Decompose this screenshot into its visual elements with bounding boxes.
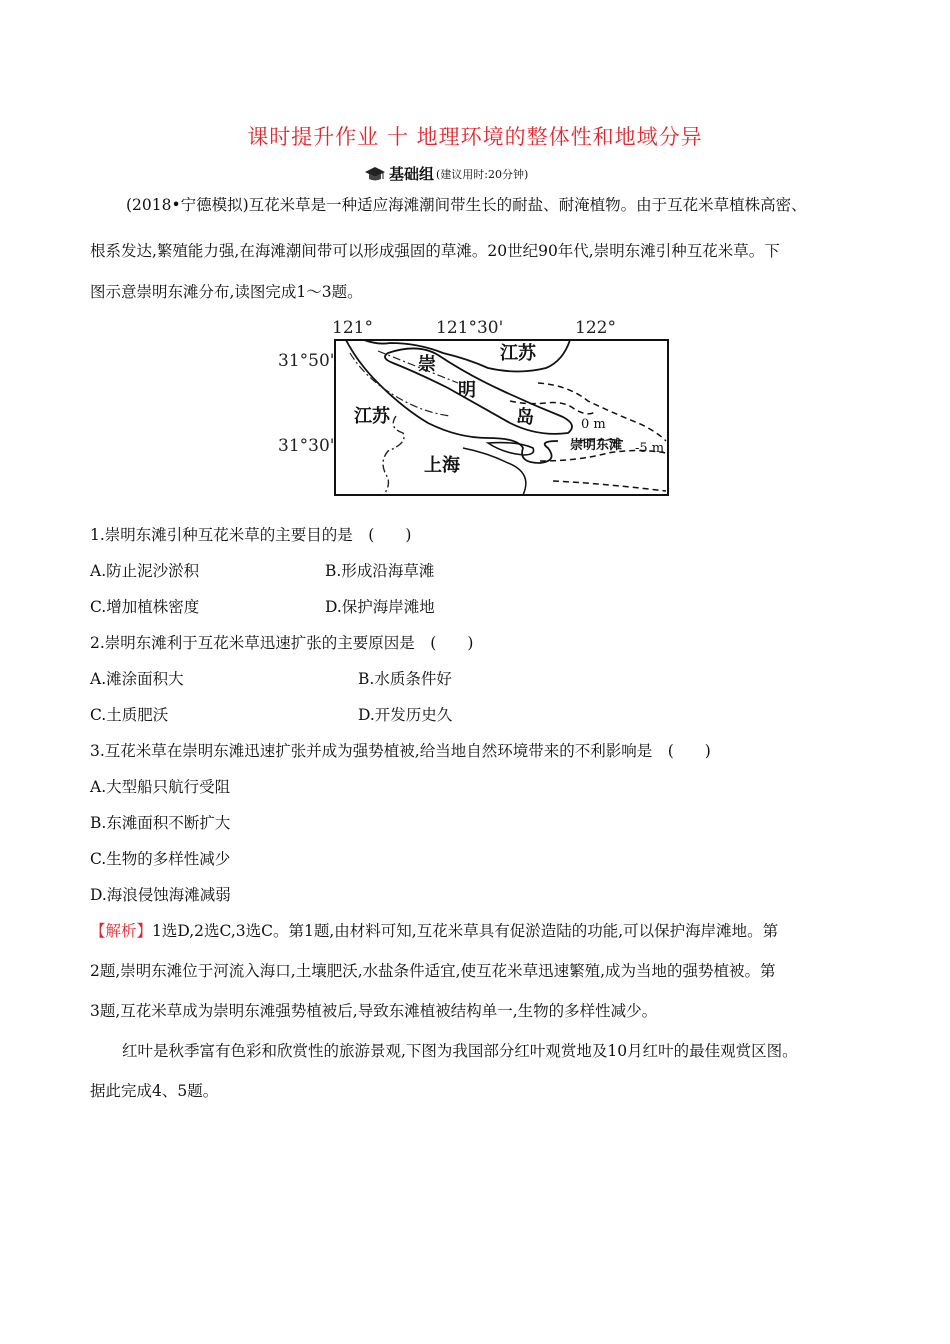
analysis-tag: 【解析】 [90, 922, 153, 940]
page-title: 课时提升作业 十 地理环境的整体性和地域分异 [247, 125, 703, 149]
q1-option-a[interactable]: A.防止泥沙淤积 [90, 562, 200, 580]
q3-option-a[interactable]: A.大型船只航行受阻 [90, 778, 231, 796]
south-shore-2 [463, 448, 526, 495]
province-boundary [383, 416, 404, 495]
q3-option-c[interactable]: C.生物的多样性减少 [90, 850, 231, 868]
label-chong: 崇 [418, 354, 436, 375]
lat-label-31-30: 31°30' [278, 436, 335, 456]
lon-label-122: 122° [575, 318, 616, 338]
q2-option-a[interactable]: A.滩涂面积大 [90, 670, 184, 688]
small-island [488, 443, 534, 455]
analysis-line-2: 2题,崇明东滩位于河流入海口,土壤肥沃,水盐条件适宜,使互花米草迅速繁殖,成为当地的强势植被。第 [90, 962, 776, 980]
graduation-cap-icon [364, 166, 386, 182]
q3-option-b[interactable]: B.东滩面积不断扩大 [90, 814, 231, 832]
lon-label-121-30: 121°30' [436, 318, 504, 338]
question-3-stem: 3.互花米草在崇明东滩迅速扩张并成为强势植被,给当地自然环境带来的不利影响是 ( ) [90, 742, 711, 760]
label-jiangsu-west: 江苏 [354, 406, 390, 427]
analysis-line-1 [90, 919, 778, 941]
q2-option-b[interactable]: B.水质条件好 [358, 670, 452, 688]
label-minus-5m: -5 m [635, 441, 665, 456]
section-header [364, 163, 528, 184]
intro-line-2: 根系发达,繁殖能力强,在海滩潮间带可以形成强固的草滩。20世纪90年代,崇明东滩引种互花米草。下 [90, 242, 780, 260]
analysis-text-1: 1选D,2选C,3选C。第1题,由材料可知,互花米草具有促淤造陆的功能,可以保护海岸滩地。第 [152, 922, 779, 940]
label-chongming-dongtan: 崇明东滩 [570, 438, 623, 453]
label-0m: 0 m [581, 417, 606, 432]
section-name: 基础组 [389, 165, 435, 183]
intro2-line-2: 据此完成4、5题。 [90, 1082, 219, 1100]
contour-5m-south-2 [553, 481, 666, 491]
question-2-stem: 2.崇明东滩利于互花米草迅速扩张的主要原因是 ( ) [90, 634, 474, 652]
question-1-stem: 1.崇明东滩引种互花米草的主要目的是 ( ) [90, 526, 412, 544]
intro-line-1: (2018•宁德模拟)互花米草是一种适应海滩潮间带生长的耐盐、耐淹植物。由于互花米草植株高密、 [126, 196, 807, 214]
chongming-map [278, 313, 678, 498]
label-dao: 岛 [516, 407, 534, 428]
label-shanghai: 上海 [424, 455, 460, 476]
north-shore [364, 340, 570, 372]
q1-option-c[interactable]: C.增加植株密度 [90, 598, 200, 616]
section-time: (建议用时:20分钟) [436, 167, 529, 181]
intro-line-3: 图示意崇明东滩分布,读图完成1～3题。 [90, 283, 363, 301]
chongming-island [385, 348, 572, 433]
q2-option-c[interactable]: C.土质肥沃 [90, 706, 169, 724]
label-ming: 明 [458, 380, 476, 401]
contour-5m [538, 383, 666, 441]
q1-option-b[interactable]: B.形成沿海草滩 [325, 562, 435, 580]
q3-option-d[interactable]: D.海浪侵蚀海滩减弱 [90, 886, 231, 904]
lon-label-121: 121° [332, 318, 373, 338]
analysis-line-3: 3题,互花米草成为崇明东滩强势植被后,导致东滩植被结构单一,生物的多样性减少。 [90, 1002, 658, 1020]
q1-option-d[interactable]: D.保护海岸滩地 [325, 598, 435, 616]
intro2-line-1: 红叶是秋季富有色彩和欣赏性的旅游景观,下图为我国部分红叶观赏地及10月红叶的最佳观赏区图。 [122, 1042, 798, 1060]
lat-label-31-50: 31°50' [278, 351, 335, 371]
label-jiangsu-north: 江苏 [500, 343, 536, 364]
q2-option-d[interactable]: D.开发历史久 [358, 706, 453, 724]
